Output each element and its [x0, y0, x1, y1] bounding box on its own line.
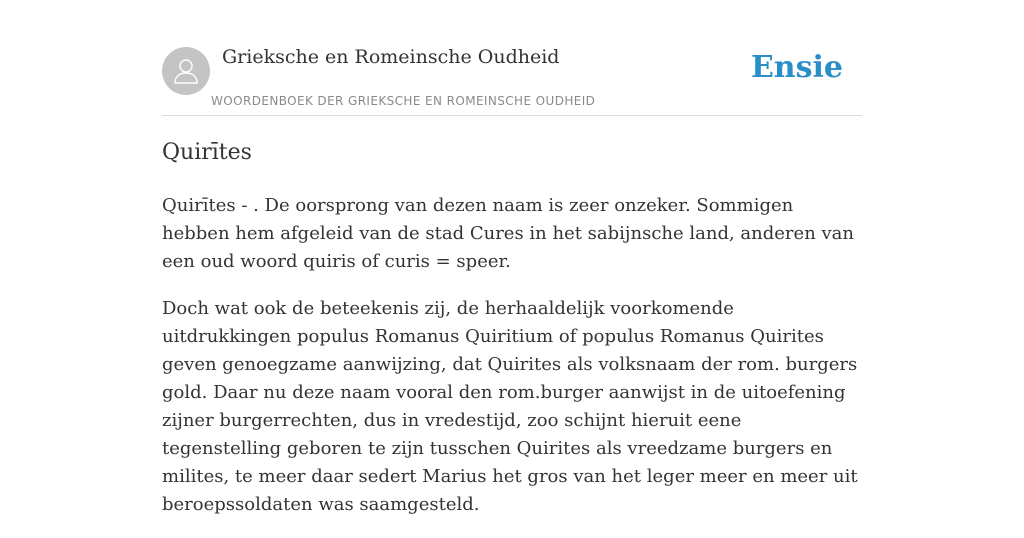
source-header — [162, 0, 862, 116]
page-container — [162, 0, 862, 515]
entry-paragraph: Quirītes - . De oorsprong van dezen naam is zeer onzeker. Sommigen hebben hem afgeleid van de stad Cures in het sabijnsche land, anderen van een oud woord quiris of curis = speer. — [162, 195, 854, 272]
entry-paragraph: Doch wat ook de beteekenis zij, de herhaaldelijk voorkomende uitdrukkingen populus Romanus Quiritium of populus Romanus Quirites geven genoegzame aanwijzing, dat Quirites als volksnaam der rom. burgers gold. Daar nu deze naam vooral den rom.burger aanwijst in de uitoefening zijner burgerrechten, dus in vredestijd, zoo schijnt hieruit eene tegenstelling geboren te zijn tusschen Quirites als vreedzame burgers en milites, te meer daar sedert Marius het gros van het leger meer en meer uit beroepssoldaten was saamgesteld. — [162, 298, 858, 515]
brand-logo[interactable]: Ensie — [750, 50, 843, 85]
user-outline-icon — [173, 57, 199, 85]
entry-body — [162, 192, 862, 538]
source-avatar[interactable] — [162, 47, 210, 95]
source-title-link[interactable]: Grieksche en Romeinsche Oudheid — [222, 46, 560, 68]
entry-title: Quirītes — [162, 140, 252, 165]
source-subtitle: WOORDENBOEK DER GRIEKSCHE EN ROMEINSCHE OUDHEID — [211, 94, 596, 108]
